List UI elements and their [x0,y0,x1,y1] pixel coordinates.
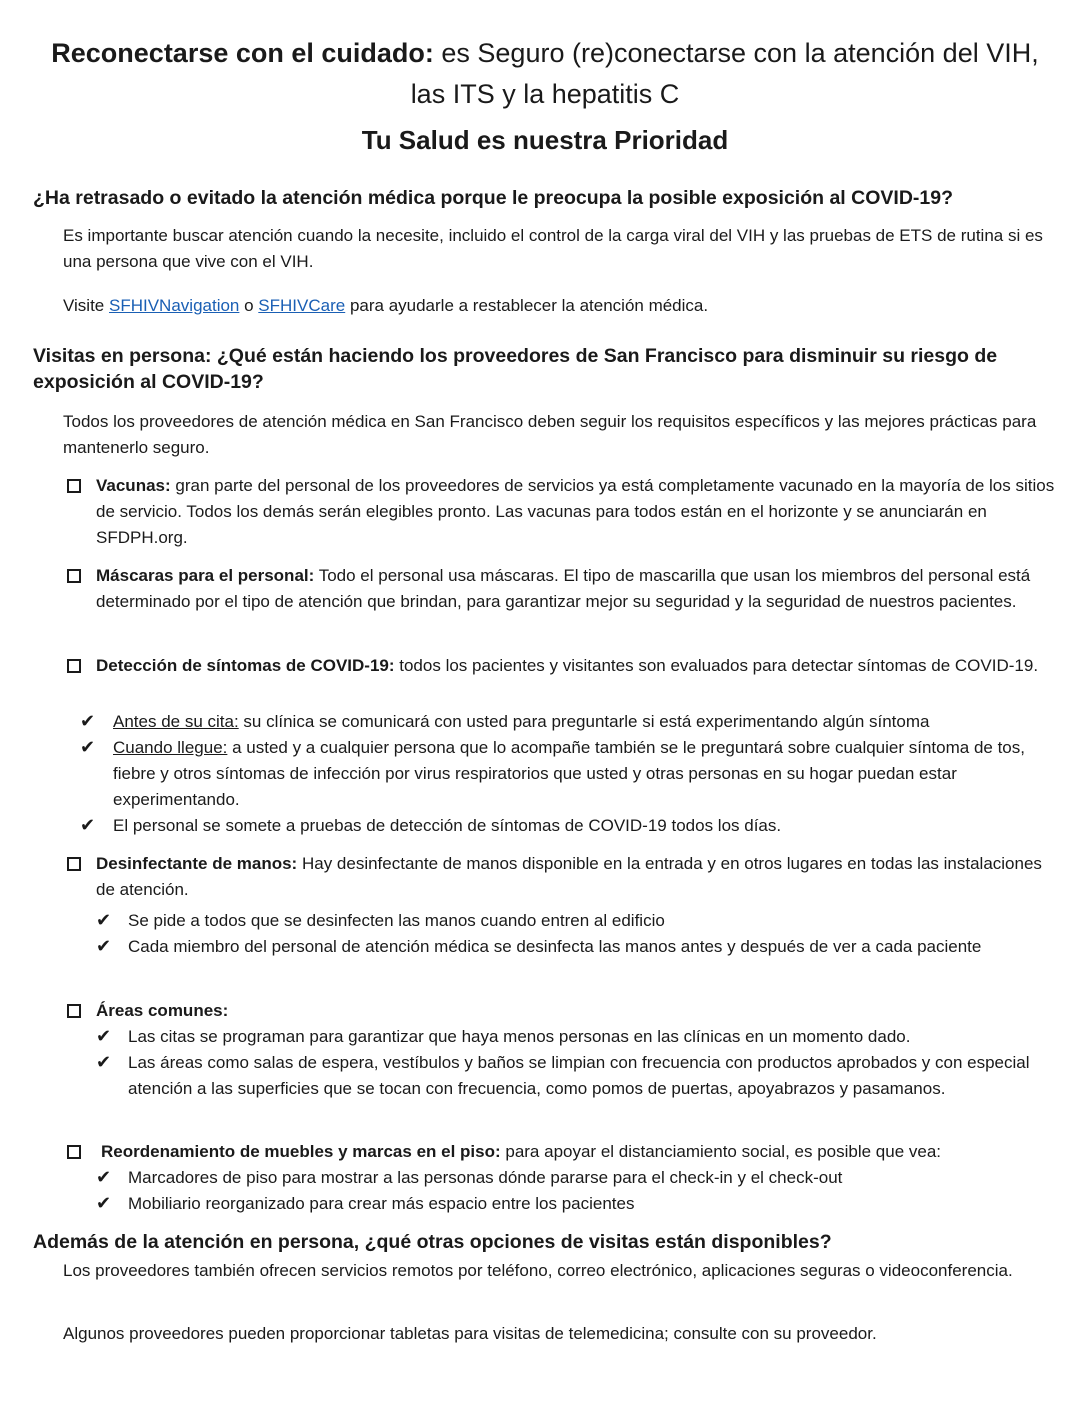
sub-item-on-arrival: Cuando llegue: a usted y a cualquier persona que lo acompañe también se le preguntará sobre cualquier síntoma de tos, fiebre y otros síntomas de infección por virus respiratorios que usted y otras personas en su hogar puedan estar experimentando. [113,738,1025,809]
sub-item-before-appointment: Antes de su cita: su clínica se comunicará con usted para preguntarle si está experimentando algún síntoma [113,712,930,731]
sub-item-appointments-scheduled: Las citas se programan para garantizar que haya menos personas en las clínicas en un momento dado. [128,1027,911,1046]
item-vaccines: Vacunas: gran parte del personal de los proveedores de servicios ya está completamente vacunado en la mayoría de los sitios de servicio. Todos los demás serán elegibles pronto. Las vacunas para todos están en el horizonte y se anunciarán en SFDPH.org. [96,476,1055,547]
check-icon: ✔ [96,1026,112,1047]
paragraph-tablets: Algunos proveedores pueden proporcionar tabletas para visitas de telemedicina; consulte con su proveedor. [63,1324,877,1343]
item-furniture-markings: Reordenamiento de muebles y marcas en el piso: para apoyar el distanciamiento social, es posible que vea: [101,1142,942,1161]
check-icon: ✔ [96,1052,112,1073]
check-icon: ✔ [80,737,96,758]
sub-item-furniture-rearranged: Mobiliario reorganizado para crear más espacio entre los pacientes [128,1194,635,1213]
section-heading-other-options: Además de la atención en persona, ¿qué otras opciones de visitas están disponibles? [33,1231,832,1253]
check-icon: ✔ [96,910,112,931]
checkbox-common-areas[interactable] [67,1004,81,1018]
check-icon: ✔ [80,815,96,836]
check-icon: ✔ [96,936,112,957]
checkbox-furniture-markings[interactable] [67,1145,81,1159]
paragraph-visit-links: Visite SFHIVNavigation o SFHIVCare para ayudarle a restablecer la atención médica. [63,296,709,315]
checkbox-symptom-screening[interactable] [67,659,81,673]
sub-item-floor-markers: Marcadores de piso para mostrar a las personas dónde pararse para el check-in y el check-out [128,1168,843,1187]
link-sfhivnavigation[interactable]: SFHIVNavigation [109,296,240,315]
check-icon: ✔ [96,1167,112,1188]
item-common-areas: Áreas comunes: [96,1001,229,1020]
check-icon: ✔ [80,711,96,732]
paragraph-importance: Es importante buscar atención cuando la necesite, incluido el control de la carga viral del VIH y las pruebas de ETS de rutina si es una persona que vive con el VIH. [63,226,1043,271]
checkbox-vaccines[interactable] [67,479,81,493]
paragraph-remote-services: Los proveedores también ofrecen servicios remotos por teléfono, correo electrónico, aplicaciones seguras o videoconferencia. [63,1261,1013,1280]
checkbox-staff-masks[interactable] [67,569,81,583]
item-symptom-screening: Detección de síntomas de COVID-19: todos los pacientes y visitantes son evaluados para detectar síntomas de COVID-19. [96,656,1039,675]
sub-item-staff-tested: El personal se somete a pruebas de detección de síntomas de COVID-19 todos los días. [113,816,782,835]
page-title [40,33,1050,115]
page-subtitle: Tu Salud es nuestra Prioridad [361,125,729,155]
item-hand-sanitizer: Desinfectante de manos: Hay desinfectante de manos disponible en la entrada y en otros lugares en todas las instalaciones de atención. [96,854,1042,899]
title-rest: es Seguro (re)conectarse con la atención del VIH, las ITS y la hepatitis C [410,38,1039,109]
check-icon: ✔ [96,1193,112,1214]
link-sfhivcare[interactable]: SFHIVCare [258,296,346,315]
sub-item-sanitize-entry: Se pide a todos que se desinfecten las manos cuando entren al edificio [128,911,665,930]
sub-item-staff-sanitize: Cada miembro del personal de atención médica se desinfecta las manos antes y después de ver a cada paciente [128,937,982,956]
section-heading-in-person: Visitas en persona: ¿Qué están haciendo los proveedores de San Francisco para disminuir su riesgo de exposición al COVID-19? [33,345,998,393]
sub-item-areas-cleaned: Las áreas como salas de espera, vestíbulos y baños se limpian con frecuencia con productos aprobados y con especial atención a las superficies que se tocan con frecuencia, como pomos de puertas, apoyabrazos y pasamanos. [128,1053,1030,1098]
checkbox-hand-sanitizer[interactable] [67,857,81,871]
section-heading-delay: ¿Ha retrasado o evitado la atención médica porque le preocupa la posible exposición al COVID-19? [33,187,953,209]
title-bold: Reconectarse con el cuidado: [51,38,434,68]
paragraph-providers-intro: Todos los proveedores de atención médica en San Francisco deben seguir los requisitos específicos y las mejores prácticas para mantenerlo seguro. [63,412,1037,457]
item-staff-masks: Máscaras para el personal: Todo el personal usa máscaras. El tipo de mascarilla que usan los miembros del personal está determinado por el tipo de atención que brindan, para garantizar mejor su seguridad y la seguridad de nuestros pacientes. [96,566,1031,611]
